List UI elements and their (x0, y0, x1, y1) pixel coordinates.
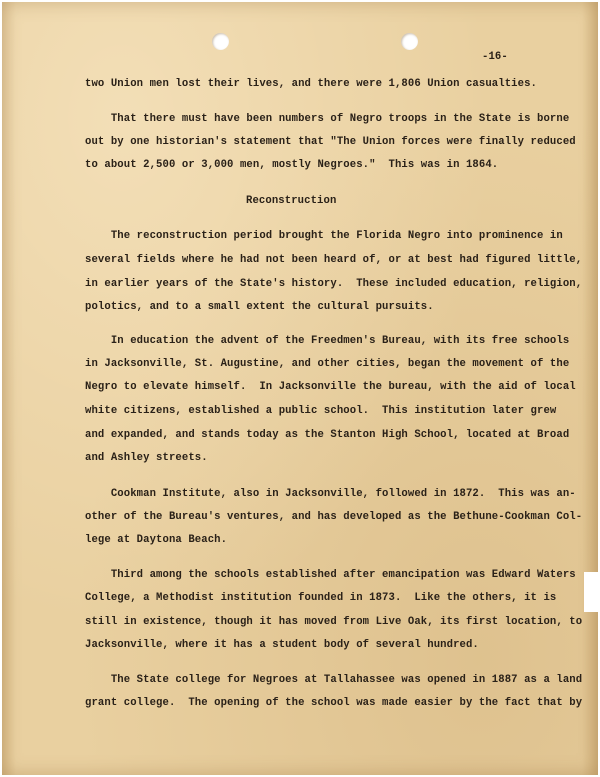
text-line: in Jacksonville, St. Augustine, and other cities, began the movement of the (85, 358, 570, 370)
text-line: to about 2,500 or 3,000 men, mostly Negroes." This was in 1864. (85, 159, 499, 171)
text-line: several fields where he had not been heard of, or at best had figured little, (85, 254, 583, 266)
punch-hole-left (212, 33, 229, 50)
section-heading: Reconstruction (246, 195, 337, 207)
text-line: Cookman Institute, also in Jacksonville, followed in 1872. This was an- (85, 488, 576, 500)
text-line: grant college. The opening of the school was made easier by the fact that by (85, 697, 583, 709)
page-number: -16- (482, 51, 508, 63)
text-line: The reconstruction period brought the Florida Negro into prominence in (85, 230, 563, 242)
text-line: white citizens, established a public school. This institution later grew (85, 405, 557, 417)
torn-edge (584, 572, 598, 612)
text-line: and Ashley streets. (85, 452, 208, 464)
text-line: lege at Daytona Beach. (85, 534, 228, 546)
text-line: The State college for Negroes at Tallahassee was opened in 1887 as a land (85, 674, 583, 686)
text-line: other of the Bureau's ventures, and has developed as the Bethune-Cookman Col- (85, 511, 583, 523)
text-line: That there must have been numbers of Negro troops in the State is borne (85, 113, 570, 125)
text-line: two Union men lost their lives, and there were 1,806 Union casualties. (85, 78, 538, 90)
text-line: polotics, and to a small extent the cultural pursuits. (85, 301, 434, 313)
text-line: out by one historian's statement that "The Union forces were finally reduced (85, 136, 576, 148)
text-line: Third among the schools established after emancipation was Edward Waters (85, 569, 576, 581)
text-line: Negro to elevate himself. In Jacksonville the bureau, with the aid of local (85, 381, 576, 393)
text-line: In education the advent of the Freedmen's Bureau, with its free schools (85, 335, 570, 347)
text-line: in earlier years of the State's history. These included education, religion, (85, 278, 583, 290)
punch-hole-right (401, 33, 418, 50)
text-line: College, a Methodist institution founded in 1873. Like the others, it is (85, 592, 557, 604)
text-line: Jacksonville, where it has a student body of several hundred. (85, 639, 479, 651)
text-line: still in existence, though it has moved from Live Oak, its first location, to (85, 616, 583, 628)
text-line: and expanded, and stands today as the Stanton High School, located at Broad (85, 429, 570, 441)
